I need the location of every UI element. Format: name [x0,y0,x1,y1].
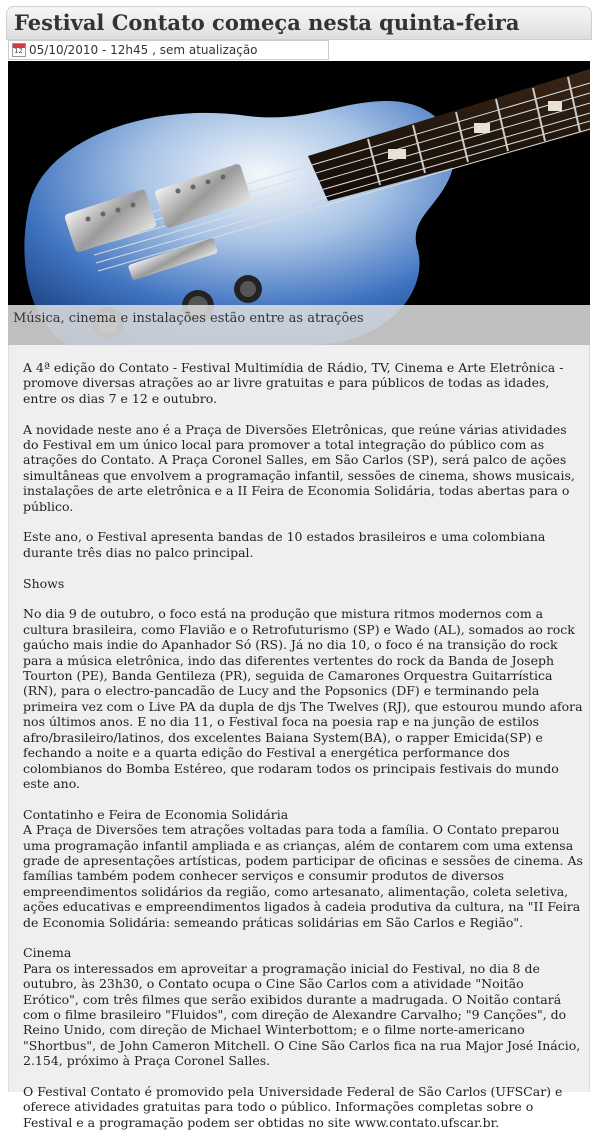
title-bar [6,6,592,40]
article-paragraph: No dia 9 de outubro, o foco está na produção que mistura ritmos modernos com a cultura brasileira, como Flavião e o Retrofuturismo (SP) e Wado (AL), somados ao rock gaúcho mais indie do Apanhador Só (RS). Já no dia 10, o foco é na transição do rock para a música eletrônica, indo das diferentes vertentes do rock da Banda de Joseph Tourton (PE), Banda Gentileza (PR), seguida de Camarones Orquestra Guitarrística (RN), para o electro-pancadão de Lucy and the Popsonics (DF) e terminando pela primeira vez com o Live PA da dupla de djs The Twelves (RJ), que estourou mundo afora nos últimos anos. E no dia 11, o Festival foca na poesia rap e na junção de estilos afro/brasileiro/latinos, dos excelentes Baiana System(BA), o rapper Emicida(SP) e fechando a noite e a quarta edição do Festival a energética performance dos colombianos do Bomba Estéreo, que rodaram todos os principais festivais do mundo este ano. [23,606,583,791]
article-photo [8,61,590,345]
calendar-icon [12,43,26,57]
article-title: Festival Contato começa nesta quinta-feira [14,10,520,35]
article-date: 05/10/2010 - 12h45 [29,43,149,57]
article-body [23,360,583,1146]
article-container [8,345,590,1130]
article-paragraph: A 4ª edição do Contato - Festival Multimídia de Rádio, TV, Cinema e Arte Eletrônica - promove diversas atrações ao ar livre gratuitas e para públicos de todas as idades, entre os dias 7 e 12 e outubro. [23,360,564,406]
article-paragraph: O Festival Contato é promovido pela Universidade Federal de São Carlos (UFSCar) e oferece atividades gratuitas para todo o público. Informações completas sobre o Festival e a programação podem ser obtidas no site www.contato.ufscar.br. [23,1083,563,1130]
article-meta [8,40,329,60]
article-paragraph: Cinema Para os interessados em aproveitar a programação inicial do Festival, no dia 8 de outubro, às 23h30, o Contato ocupa o Cine São Carlos com a atividade "Noitão Erótico", com três filmes que serão exibidos durante a madrugada. O Noitão contará com o filme brasileiro "Fluidos", com direção de Alexandre Carvalho; "9 Canções", do Reino Unido, com direção de Michael Winterbottom; e o filme norte-americano "Shortbus", de John Cameron Mitchell. O Cine São Carlos fica na rua Major José Inácio, 2.154, próximo à Praça Coronel Salles. [23,945,581,1069]
photo-caption: Música, cinema e instalações estão entre as atrações [8,305,590,345]
article-paragraph: Shows [23,575,65,591]
article-paragraph: Este ano, o Festival apresenta bandas de 10 estados brasileiros e uma colombiana durante três dias no palco principal. [23,529,546,560]
article-paragraph: A novidade neste ano é a Praça de Diversões Eletrônicas, que reúne várias atividades do Festival em um único local para promover a total integração do público com as atrações do Contato. A Praça Coronel Salles, em São Carlos (SP), será palco de ações simultâneas que envolvem a programação infantil, sessões de cinema, shows musicais, instalações de arte eletrônica e a II Feira de Economia Solidária, todas abertas para o público. [23,421,575,514]
guitar-photo [8,61,590,345]
article-paragraph: Contatinho e Feira de Economia Solidária A Praça de Diversões tem atrações voltadas para toda a família. O Contato preparou uma programação infantil ampliada e as crianças, além de contarem com uma extensa grade de apresentações artísticas, podem participar de oficinas e sessões de cinema. As famílias também podem conhecer serviços e consumir produtos de diversos empreendimentos solidários da região, como artesanato, alimentação, coleta seletiva, ações educativas e empreendimentos ligados à cadeia produtiva da cultura, na "II Feira de Economia Solidária: semeando práticas solidárias em São Carlos e Região". [23,806,583,930]
update-status: , sem atualização [152,43,258,57]
